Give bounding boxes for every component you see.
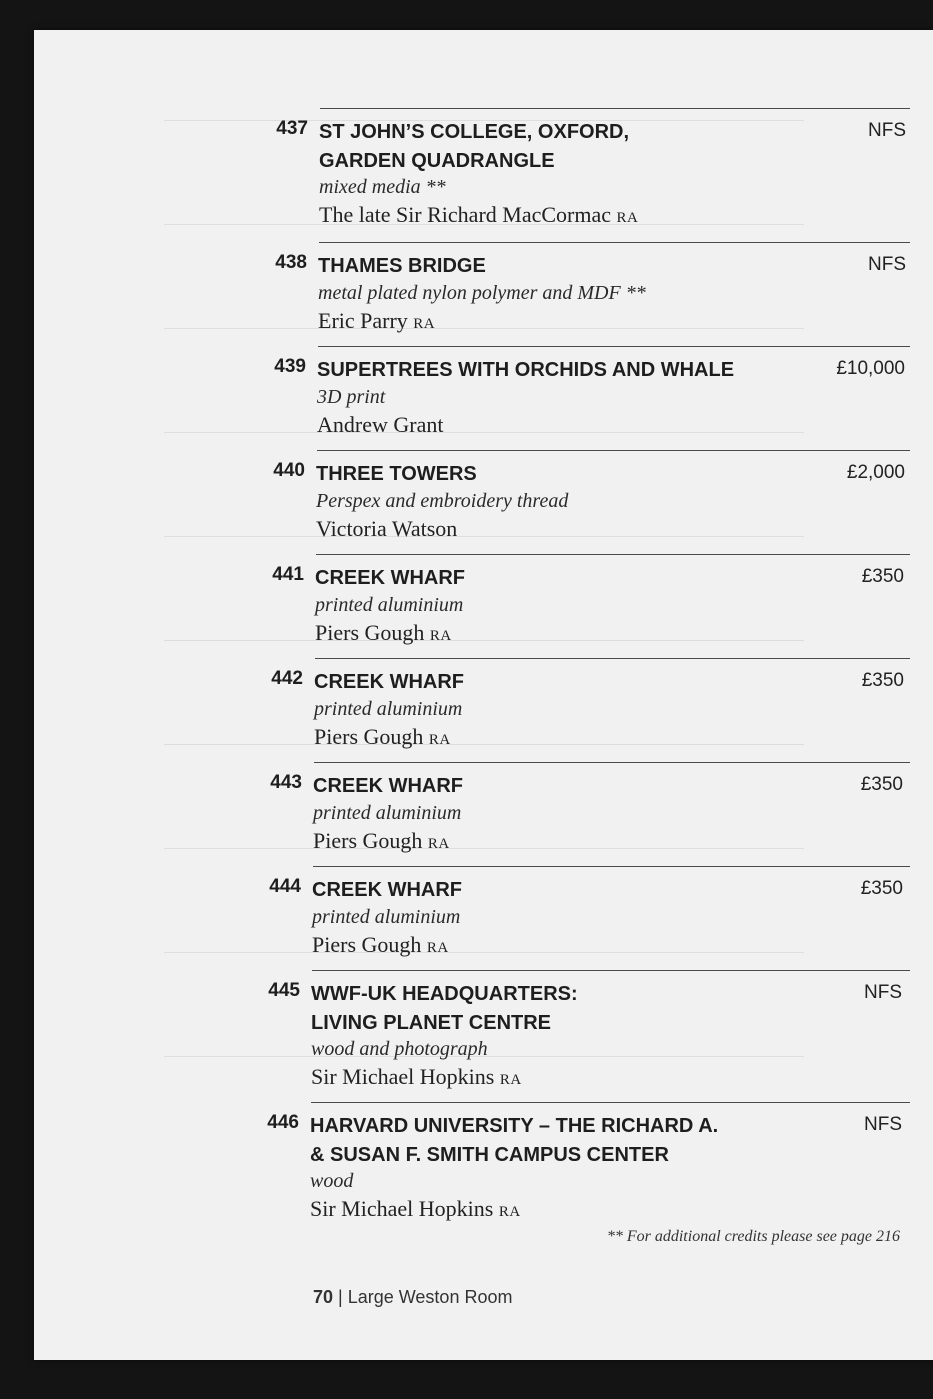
- artist-name: Piers Gough: [313, 828, 423, 853]
- entry-artist: [318, 308, 435, 334]
- entry-artist: [316, 516, 457, 542]
- entry-divider: [312, 970, 910, 971]
- entry-artist: [310, 1196, 521, 1222]
- entry-artist: [319, 202, 638, 228]
- entry-divider: [317, 450, 910, 451]
- entry-divider: [313, 866, 910, 867]
- entry-price: £2,000: [846, 462, 905, 483]
- footnote: ** For additional credits please see page 216: [606, 1228, 900, 1245]
- entry-number: 439: [274, 356, 306, 377]
- room-name: Large Weston Room: [347, 1287, 513, 1307]
- entry-medium: mixed media **: [319, 176, 446, 198]
- entry-title: THAMES BRIDGE: [318, 255, 486, 277]
- entry-number: 444: [269, 876, 301, 897]
- entry-medium: printed aluminium: [315, 594, 464, 616]
- entry-price: NFS: [864, 1114, 902, 1135]
- artist-name: Sir Michael Hopkins: [310, 1196, 494, 1221]
- catalogue-page: [34, 30, 933, 1360]
- entry-medium: metal plated nylon polymer and MDF **: [318, 282, 646, 304]
- page-number: 70: [313, 1287, 334, 1307]
- artist-honor: RA: [429, 628, 452, 644]
- entry-price: £350: [861, 670, 904, 691]
- entry-medium: wood and photograph: [311, 1038, 488, 1060]
- artist-name: Piers Gough: [312, 932, 422, 957]
- entry-title: CREEK WHARF: [313, 775, 463, 797]
- entry-title: HARVARD UNIVERSITY – THE RICHARD A. & SUSAN F. SMITH CAMPUS CENTER: [310, 1115, 719, 1166]
- artist-name: Eric Parry: [318, 308, 408, 333]
- entry-number: 437: [276, 118, 308, 139]
- entry-price: £350: [861, 566, 904, 587]
- entry-medium: Perspex and embroidery thread: [316, 490, 569, 512]
- entry-price: NFS: [864, 982, 902, 1003]
- artist-honor: RA: [428, 732, 451, 748]
- entry-artist: [315, 620, 452, 646]
- entry-price: £350: [860, 774, 903, 795]
- entry-title: CREEK WHARF: [315, 567, 465, 589]
- entry-number: 438: [275, 252, 307, 273]
- entry-medium: 3D print: [317, 386, 386, 408]
- artist-name: Andrew Grant: [317, 412, 444, 437]
- entry-artist: [313, 828, 450, 854]
- entry-title: WWF-UK HEADQUARTERS: LIVING PLANET CENTRE: [311, 983, 578, 1034]
- entry-number: 445: [268, 980, 300, 1001]
- artist-honor: RA: [413, 316, 436, 332]
- entry-title: THREE TOWERS: [316, 463, 477, 485]
- entry-title: CREEK WHARF: [314, 671, 464, 693]
- entry-number: 441: [272, 564, 304, 585]
- entry-artist: [317, 412, 443, 438]
- entry-medium: printed aluminium: [312, 906, 461, 928]
- entry-price: £10,000: [836, 358, 905, 379]
- entry-number: 443: [270, 772, 302, 793]
- entry-number: 440: [273, 460, 305, 481]
- entry-price: NFS: [868, 254, 906, 275]
- artist-name: Piers Gough: [315, 620, 425, 645]
- entry-medium: printed aluminium: [313, 802, 462, 824]
- artist-honor: RA: [426, 940, 449, 956]
- entry-artist: [311, 1064, 522, 1090]
- entry-divider: [311, 1102, 910, 1103]
- artist-name: Piers Gough: [314, 724, 424, 749]
- entry-divider: [319, 242, 910, 243]
- entry-divider: [318, 346, 910, 347]
- entry-number: 446: [267, 1112, 299, 1133]
- artist-honor: RA: [498, 1204, 521, 1220]
- page-footer: [313, 1287, 512, 1308]
- entry-title: ST JOHN’S COLLEGE, OXFORD, GARDEN QUADRANGLE: [319, 121, 630, 172]
- entry-medium: wood: [310, 1170, 354, 1192]
- entry-number: 442: [271, 668, 303, 689]
- entry-artist: [312, 932, 449, 958]
- entry-artist: [314, 724, 451, 750]
- artist-honor: RA: [616, 210, 639, 226]
- entry-divider: [320, 108, 910, 109]
- artist-honor: RA: [427, 836, 450, 852]
- entry-divider: [316, 554, 910, 555]
- entry-divider: [314, 762, 910, 763]
- entry-title: CREEK WHARF: [312, 879, 462, 901]
- entry-title: SUPERTREES WITH ORCHIDS AND WHALE: [317, 359, 735, 381]
- artist-name: The late Sir Richard MacCormac: [319, 202, 612, 227]
- artist-honor: RA: [499, 1072, 522, 1088]
- artist-name: Victoria Watson: [316, 516, 458, 541]
- entry-medium: printed aluminium: [314, 698, 463, 720]
- entry-price: £350: [860, 878, 903, 899]
- entry-price: NFS: [868, 120, 906, 141]
- footer-separator: |: [333, 1287, 348, 1307]
- artist-name: Sir Michael Hopkins: [311, 1064, 495, 1089]
- entry-divider: [315, 658, 910, 659]
